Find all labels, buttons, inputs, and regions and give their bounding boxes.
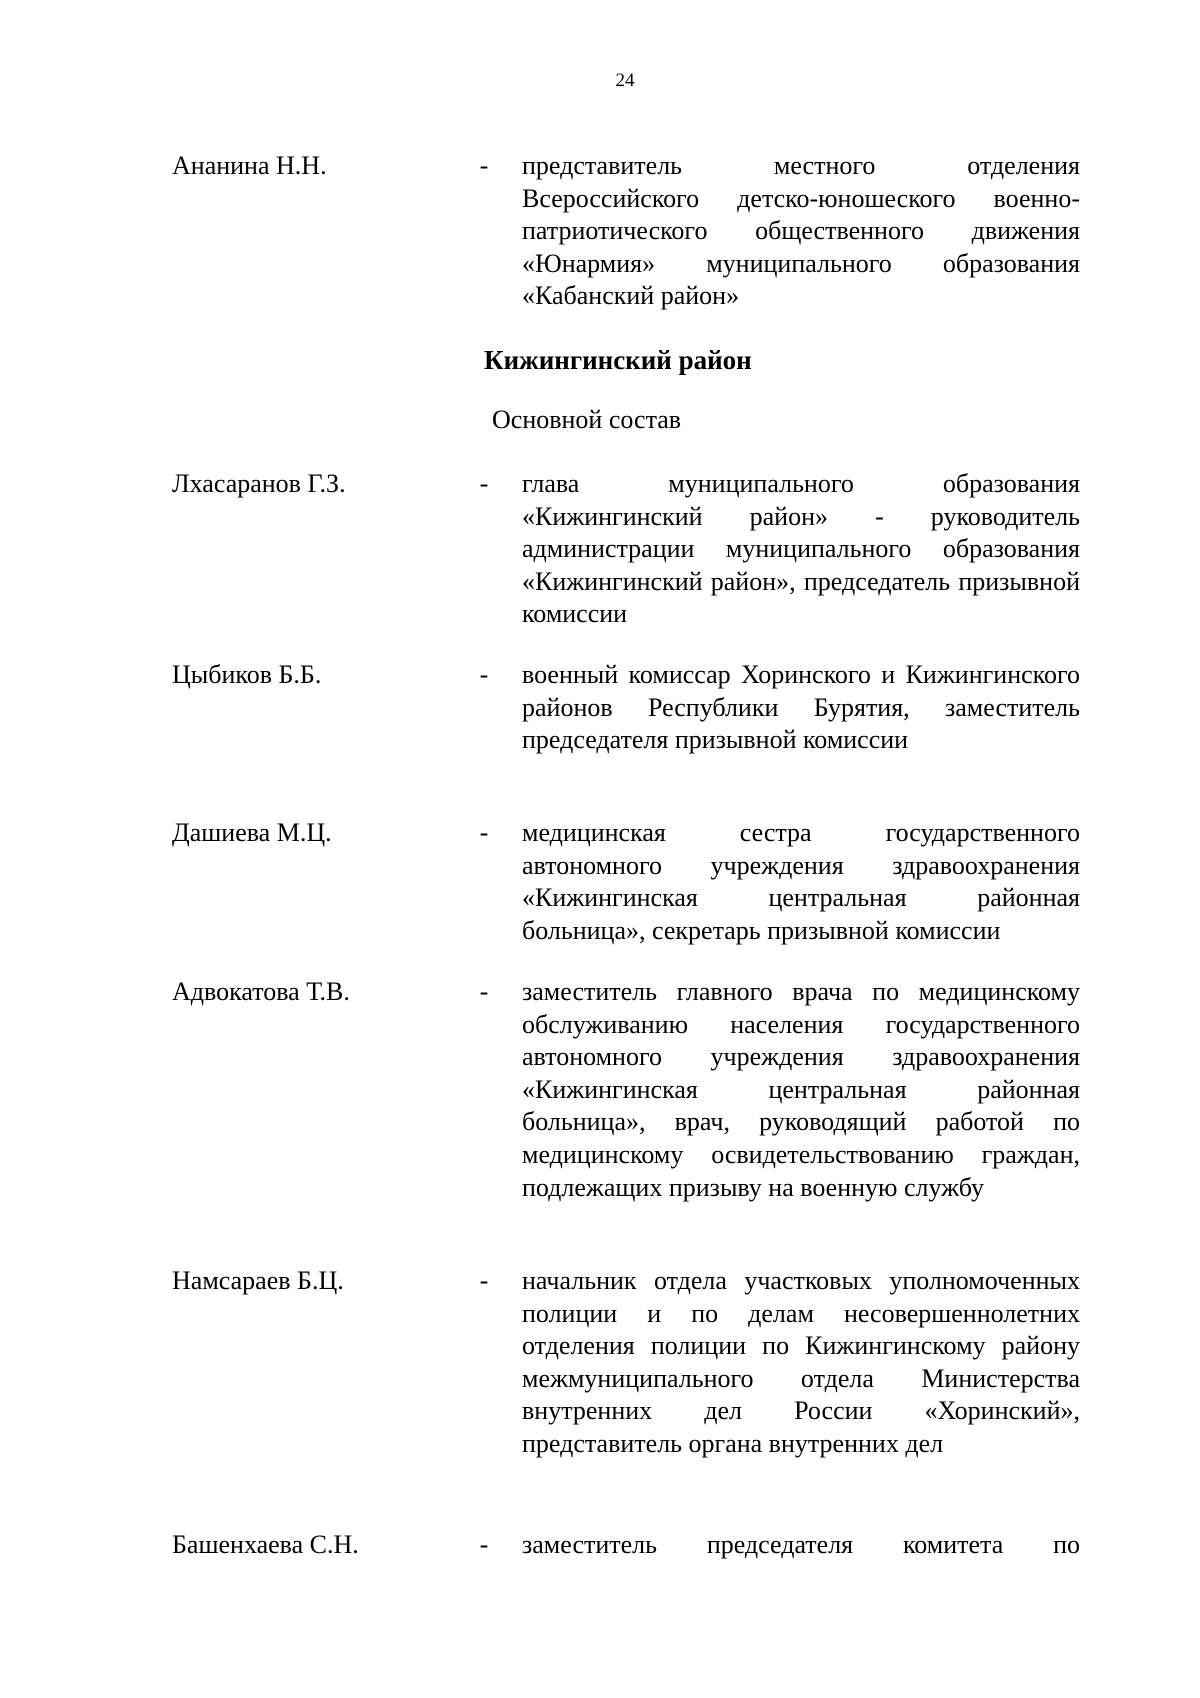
member-description: представитель местного отделения Всероссийского детско-юношеского военно-патриотического общественного движения «Юнармия» муниципального образования «Кабанский район» — [522, 151, 1080, 311]
member-name: Намсараев Б.Ц. — [172, 1266, 344, 1295]
dash-separator: - — [479, 1266, 489, 1295]
member-description: заместитель председателя комитета по — [522, 1530, 1080, 1559]
member-description: военный комиссар Хоринского и Кижингинского районов Республики Бурятия, заместитель председателя призывной комиссии — [522, 660, 1080, 755]
member-description: заместитель главного врача по медицинскому обслуживанию населения государственного автономного учреждения здравоохранения «Кижингинская центральная районная больница», врач, руководящий работой по медицинскому освидетельствованию граждан, подлежащих призыву на военную службу — [522, 977, 1080, 1202]
member-name: Цыбиков Б.Б. — [172, 660, 322, 689]
dash-separator: - — [479, 818, 489, 847]
dash-separator: - — [479, 469, 489, 498]
member-name: Ананина Н.Н. — [172, 151, 327, 180]
member-name: Дашиева М.Ц. — [172, 818, 332, 847]
member-name: Лхасаранов Г.З. — [172, 469, 346, 498]
subsection-title: Основной состав — [492, 405, 682, 434]
member-description: медицинская сестра государственного автономного учреждения здравоохранения «Кижингинская центральная районная больница», секретарь призывной комиссии — [522, 818, 1080, 945]
dash-separator: - — [479, 977, 489, 1006]
page-number: 24 — [615, 70, 635, 91]
member-name: Адвокатова Т.В. — [172, 977, 350, 1006]
section-title: Кижингинский район — [484, 345, 752, 375]
member-description: глава муниципального образования «Кижингинский район» - руководитель администрации муниципального образования «Кижингинский район», председатель призывной комиссии — [522, 469, 1080, 629]
member-description: начальник отдела участковых уполномоченных полиции и по делам несовершеннолетних отделения полиции по Кижингинскому району межмуниципального отдела Министерства внутренних дел России «Хоринский», представитель органа внутренних дел — [522, 1266, 1080, 1458]
dash-separator: - — [479, 151, 489, 180]
dash-separator: - — [479, 1530, 489, 1559]
member-name: Башенхаева С.Н. — [172, 1530, 359, 1559]
dash-separator: - — [479, 660, 489, 689]
